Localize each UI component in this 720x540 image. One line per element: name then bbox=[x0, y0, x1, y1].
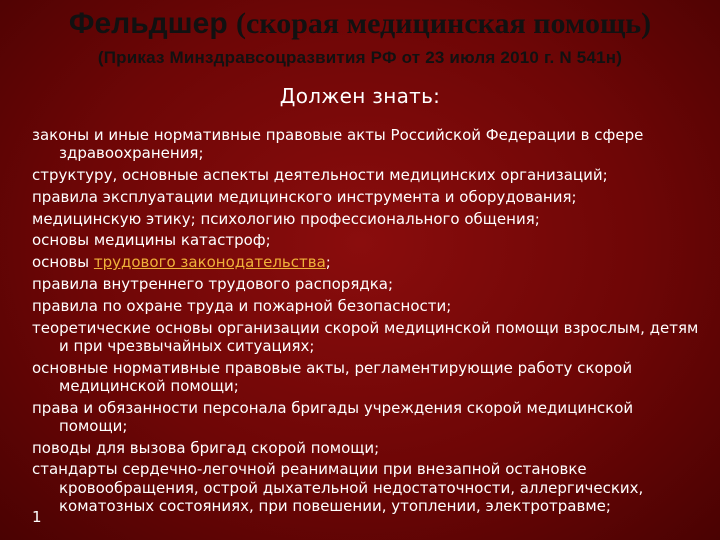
list-item: права и обязанности персонала бригады учреждения скорой медицинской помощи; bbox=[32, 398, 634, 435]
list-item: законы и иные нормативные правовые акты Российской Федерации в сфере здравоохранения; bbox=[32, 126, 644, 163]
list-item: основы медицины катастроф; bbox=[32, 231, 271, 250]
title-block bbox=[0, 6, 720, 70]
slide-title bbox=[0, 6, 720, 42]
page-number: 1 bbox=[32, 508, 42, 526]
list-item: основные нормативные правовые акты, регламентирующие работу скорой медицинской помощи; bbox=[32, 358, 633, 395]
list-item bbox=[32, 253, 700, 271]
slide-subtitle: (Приказ Минздравсоцразвития РФ от 23 июля 2010 г. N 541н) bbox=[97, 48, 623, 67]
list-item-text: основы bbox=[32, 253, 94, 272]
list-item: поводы для вызова бригад скорой помощи; bbox=[32, 438, 380, 457]
list-item: структуру, основные аспекты деятельности медицинских организаций; bbox=[32, 166, 608, 184]
list-item: правила по охране труда и пожарной безопасности; bbox=[32, 296, 452, 315]
knowledge-list bbox=[32, 126, 700, 519]
title-main-bold: Фельдшер bbox=[68, 7, 228, 40]
list-item: правила эксплуатации медицинского инструмента и оборудования; bbox=[32, 187, 577, 206]
list-item: теоретические основы организации скорой медицинской помощи взрослым, детям и при чрезвычайных ситуациях; bbox=[32, 318, 699, 355]
list-item: медицинскую этику; психологию профессионального общения; bbox=[32, 209, 540, 228]
title-main-serif: (скорая медицинская помощь) bbox=[236, 7, 652, 40]
list-item-text: ; bbox=[325, 253, 331, 272]
list-item: стандарты сердечно-легочной реанимации при внезапной остановке кровообращения, острой дыхательной недостаточности, аллергических, коматозных состояниях, при повешении, утоплении, электротравме; bbox=[32, 460, 644, 515]
list-item: правила внутреннего трудового распорядка; bbox=[32, 274, 394, 293]
labor-law-link[interactable]: трудового законодательства bbox=[93, 253, 326, 272]
section-heading: Должен знать: bbox=[279, 84, 441, 108]
